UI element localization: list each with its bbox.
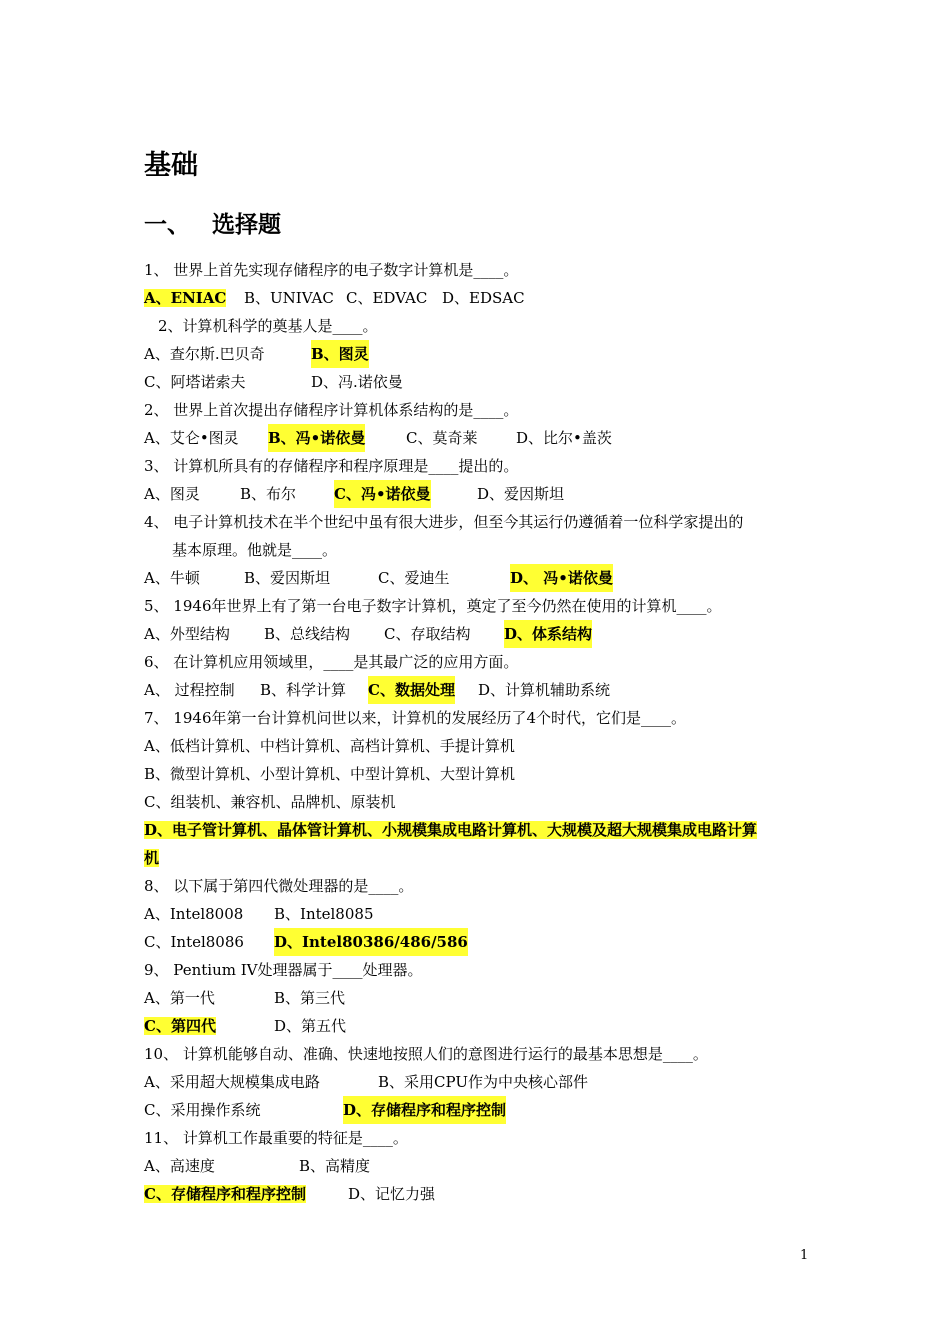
line-text: D、冯.诺依曼 <box>311 373 403 391</box>
line-text: B、布尔 <box>240 485 297 503</box>
line-text: C、莫奇莱 <box>406 429 478 447</box>
line-text: 9、 Pentium IV处理器属于____处理器。 <box>144 961 423 979</box>
highlighted-answer: B、图灵 <box>311 340 369 368</box>
page-title: 基础 <box>144 150 198 181</box>
highlighted-answer: D、体系结构 <box>504 620 592 648</box>
text-line <box>144 536 824 564</box>
line-text: 3、 计算机所具有的存储程序和程序原理是____提出的。 <box>144 457 519 475</box>
line-text: 4、 电子计算机技术在半个世纪中虽有很大进步，但至今其运行仍遵循着一位科学家提出的 <box>144 513 744 531</box>
line-text: 1、 世界上首先实现存储程序的电子数字计算机是____。 <box>144 261 519 279</box>
line-text: B、科学计算 <box>260 681 347 699</box>
line-text: C、组装机、兼容机、品牌机、原装机 <box>144 793 396 811</box>
line-text: B、总线结构 <box>264 625 351 643</box>
line-text: B、采用CPU作为中央核心部件 <box>378 1073 588 1091</box>
text-line <box>144 1012 824 1040</box>
line-text: A、 过程控制 <box>144 681 235 699</box>
text-line <box>144 1152 824 1180</box>
highlighted-answer: C、数据处理 <box>368 676 455 704</box>
section-number: 一、 <box>144 212 190 238</box>
line-text: D、计算机辅助系统 <box>478 681 611 699</box>
text-line <box>144 984 824 1012</box>
line-text: C、Intel8086 <box>144 933 244 951</box>
text-line <box>144 816 824 844</box>
highlighted-answer: C、冯•诺依曼 <box>334 480 431 508</box>
line-text: D、爱因斯坦 <box>477 485 565 503</box>
text-line <box>144 872 824 900</box>
line-text: 8、 以下属于第四代微处理器的是____。 <box>144 877 414 895</box>
line-text: A、艾仑•图灵 <box>144 429 239 447</box>
text-line <box>144 676 824 704</box>
highlighted-answer: D、电子管计算机、晶体管计算机、小规模集成电路计算机、大规模及超大规模集成电路计算 <box>144 821 758 839</box>
text-line <box>144 396 824 424</box>
line-text: D、EDSAC <box>442 289 525 307</box>
text-line <box>144 564 824 592</box>
page-number: 1 <box>800 1248 809 1263</box>
text-line <box>144 1180 824 1208</box>
highlighted-answer: C、存储程序和程序控制 <box>144 1185 306 1203</box>
highlighted-answer: A、ENIAC <box>144 289 227 307</box>
line-text: A、低档计算机、中档计算机、高档计算机、手提计算机 <box>144 737 515 755</box>
text-line <box>144 592 824 620</box>
line-text: A、查尔斯.巴贝奇 <box>144 345 265 363</box>
section-heading <box>144 206 281 239</box>
text-line <box>144 508 824 536</box>
line-text: B、高精度 <box>299 1157 371 1175</box>
line-text: C、采用操作系统 <box>144 1101 261 1119</box>
line-text: D、比尔•盖茨 <box>516 429 612 447</box>
text-line <box>144 480 824 508</box>
text-line <box>144 928 824 956</box>
highlighted-answer: B、冯•诺依曼 <box>268 424 365 452</box>
text-line <box>144 424 824 452</box>
line-text: 基本原理。他就是____。 <box>172 541 338 559</box>
line-text: B、爱因斯坦 <box>244 569 331 587</box>
text-line <box>144 1068 824 1096</box>
line-text: A、外型结构 <box>144 625 230 643</box>
line-text: B、Intel8085 <box>274 905 374 923</box>
line-text: 7、 1946年第一台计算机问世以来，计算机的发展经历了4个时代，它们是____。 <box>144 709 687 727</box>
line-text: B、微型计算机、小型计算机、中型计算机、大型计算机 <box>144 765 516 783</box>
section-title: 选择题 <box>212 212 281 238</box>
text-line <box>144 956 824 984</box>
line-text: B、第三代 <box>274 989 346 1007</box>
highlighted-answer: D、存储程序和程序控制 <box>343 1096 506 1124</box>
line-text: 2、计算机科学的奠基人是____。 <box>158 317 378 335</box>
line-text: D、第五代 <box>274 1017 347 1035</box>
text-line <box>144 760 824 788</box>
line-text: A、采用超大规模集成电路 <box>144 1073 320 1091</box>
line-text: A、Intel8008 <box>144 905 244 923</box>
line-text: 10、 计算机能够自动、准确、快速地按照人们的意图进行运行的最基本思想是____。 <box>144 1045 708 1063</box>
text-line <box>144 1096 824 1124</box>
line-text: D、记忆力强 <box>348 1185 436 1203</box>
highlighted-answer: C、第四代 <box>144 1017 216 1035</box>
highlighted-answer: 机 <box>144 849 160 867</box>
line-text: B、UNIVAC <box>244 289 334 307</box>
text-line <box>144 704 824 732</box>
line-text: C、EDVAC <box>346 289 428 307</box>
line-text: A、高速度 <box>144 1157 215 1175</box>
text-line <box>144 1040 824 1068</box>
line-text: 11、 计算机工作最重要的特征是____。 <box>144 1129 408 1147</box>
text-line <box>144 340 824 368</box>
line-text: 5、 1946年世界上有了第一台电子数字计算机，奠定了至今仍然在使用的计算机____。 <box>144 597 722 615</box>
line-text: 6、 在计算机应用领域里，____是其最广泛的应用方面。 <box>144 653 519 671</box>
text-line <box>144 620 824 648</box>
text-line <box>144 844 824 872</box>
text-line <box>144 312 824 340</box>
text-line <box>144 788 824 816</box>
highlighted-answer: D、Intel80386/486/586 <box>274 928 468 956</box>
line-text: C、阿塔诺索夫 <box>144 373 246 391</box>
line-text: A、图灵 <box>144 485 200 503</box>
line-text: A、第一代 <box>144 989 215 1007</box>
line-text: A、牛顿 <box>144 569 200 587</box>
line-text: 2、 世界上首次提出存储程序计算机体系结构的是____。 <box>144 401 519 419</box>
line-text: C、爱迪生 <box>378 569 450 587</box>
text-line <box>144 284 824 312</box>
text-line <box>144 1124 824 1152</box>
text-line <box>144 368 824 396</box>
text-line <box>144 256 824 284</box>
highlighted-answer: D、 冯•诺依曼 <box>510 564 613 592</box>
question-list <box>144 256 824 1208</box>
line-text: C、存取结构 <box>384 625 471 643</box>
text-line <box>144 648 824 676</box>
text-line <box>144 900 824 928</box>
text-line <box>144 452 824 480</box>
text-line <box>144 732 824 760</box>
